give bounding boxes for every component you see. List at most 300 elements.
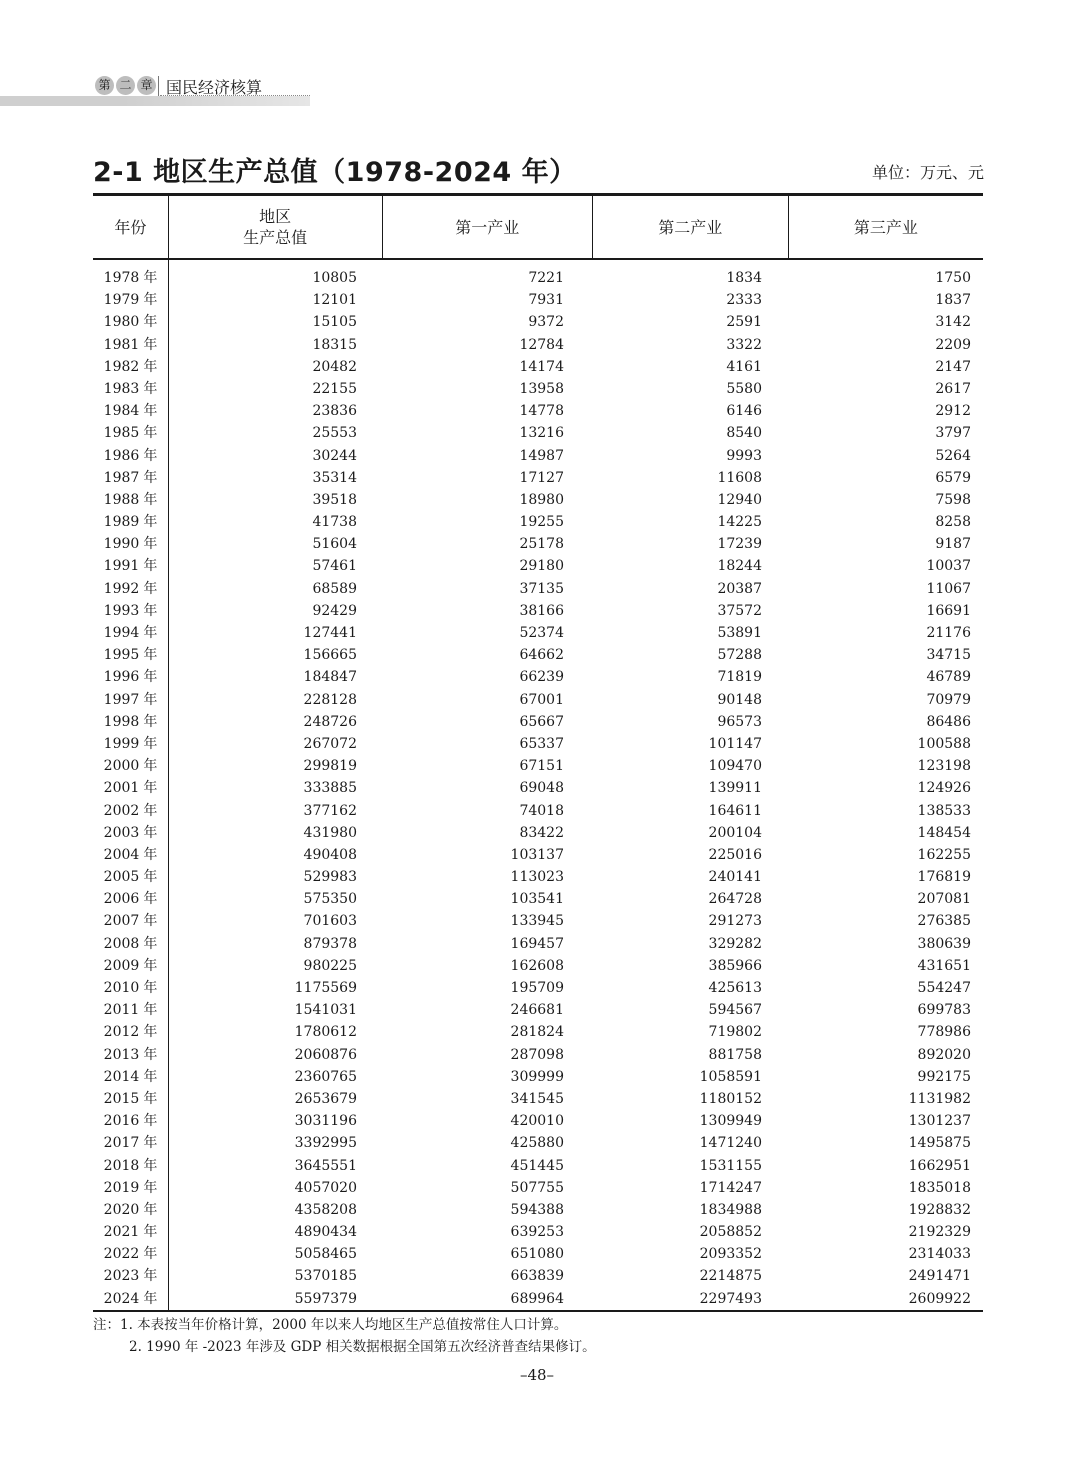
cell-secondary: 1471240	[699, 1135, 762, 1152]
table-row	[93, 866, 983, 888]
table-row	[93, 844, 983, 866]
cell-tertiary: 7598	[935, 491, 971, 508]
cell-year	[93, 334, 168, 356]
chapter-badges	[95, 76, 156, 95]
year-suffix: 年	[143, 802, 158, 819]
table-row	[93, 1155, 983, 1177]
header-gdp-line2: 生产总值	[243, 228, 308, 247]
cell-tertiary: 3142	[935, 314, 971, 331]
cell-gdp: 39518	[312, 491, 357, 508]
table-row	[93, 888, 983, 910]
year-suffix: 年	[143, 1024, 158, 1041]
cell-gdp: 575350	[303, 891, 357, 908]
year-number: 1993	[103, 602, 140, 619]
cell-gdp: 25553	[312, 425, 357, 442]
chapter-badge: 第	[95, 76, 114, 95]
table-row	[93, 1066, 983, 1088]
header-primary: 第一产业	[383, 196, 593, 258]
page-number: –48–	[519, 1366, 555, 1384]
year-number: 1986	[103, 447, 140, 464]
cell-gdp: 2653679	[294, 1090, 357, 1107]
cell-tertiary: 70979	[926, 691, 971, 708]
cell-gdp: 248726	[303, 713, 357, 730]
table-row	[93, 1021, 983, 1043]
cell-secondary: 719802	[708, 1024, 762, 1041]
year-number: 2018	[103, 1157, 140, 1174]
page-title: 2-1 地区生产总值（1978-2024 年）	[93, 157, 577, 188]
year-number: 2009	[103, 957, 140, 974]
cell-year	[93, 555, 168, 577]
cell-primary: 67001	[519, 691, 564, 708]
table-row	[93, 533, 983, 555]
cell-tertiary: 1835018	[908, 1179, 971, 1196]
cell-gdp: 2060876	[294, 1046, 357, 1063]
cell-tertiary: 207081	[917, 891, 971, 908]
cell-gdp: 431980	[303, 824, 357, 841]
year-number: 1995	[103, 647, 140, 664]
cell-tertiary: 5264	[935, 447, 971, 464]
cell-gdp: 92429	[312, 602, 357, 619]
year-suffix: 年	[143, 558, 158, 575]
cell-primary: 594388	[510, 1201, 564, 1218]
year-number: 2007	[103, 913, 140, 930]
cell-secondary: 139911	[708, 780, 762, 797]
footnote-1: 注：1. 本表按当年价格计算，2000 年以来人均地区生产总值按常住人口计算。	[93, 1317, 568, 1333]
cell-primary: 246681	[510, 1002, 564, 1019]
table-row	[93, 800, 983, 822]
gdp-table	[93, 193, 983, 1312]
table-row	[93, 999, 983, 1021]
cell-primary: 169457	[510, 935, 564, 952]
cell-primary: 425880	[510, 1135, 564, 1152]
year-number: 1985	[103, 425, 140, 442]
year-suffix: 年	[143, 780, 158, 797]
year-number: 1979	[103, 292, 140, 309]
cell-primary: 639253	[510, 1224, 564, 1241]
footnotes	[93, 1314, 596, 1358]
cell-primary: 195709	[510, 980, 564, 996]
cell-gdp: 299819	[303, 758, 357, 775]
cell-tertiary: 778986	[917, 1024, 971, 1041]
year-suffix: 年	[143, 1224, 158, 1241]
year-suffix: 年	[143, 669, 158, 686]
cell-gdp: 156665	[303, 647, 357, 664]
table-row	[93, 334, 983, 356]
year-suffix: 年	[143, 1179, 158, 1196]
cell-year	[93, 689, 168, 711]
cell-year	[93, 666, 168, 688]
header-secondary: 第二产业	[593, 196, 789, 258]
cell-tertiary: 2609922	[908, 1290, 971, 1307]
cell-year	[93, 1221, 168, 1243]
cell-tertiary: 2147	[935, 358, 971, 375]
cell-year	[93, 356, 168, 378]
table-body	[93, 260, 983, 1310]
table-row	[93, 1110, 983, 1132]
year-number: 1998	[103, 713, 140, 730]
unit-label: 单位：万元、元	[871, 163, 984, 182]
year-number: 2008	[103, 935, 140, 952]
cell-gdp: 228128	[303, 691, 357, 708]
header-separator	[158, 76, 159, 96]
cell-primary: 37135	[519, 580, 564, 597]
cell-secondary: 96573	[717, 713, 762, 730]
year-suffix: 年	[143, 380, 158, 397]
cell-gdp: 4057020	[294, 1179, 357, 1196]
cell-secondary: 264728	[708, 891, 762, 908]
table-row	[93, 711, 983, 733]
year-suffix: 年	[143, 270, 158, 286]
table-row	[93, 933, 983, 955]
cell-primary: 651080	[510, 1246, 564, 1263]
cell-tertiary: 1928832	[908, 1201, 971, 1218]
year-suffix: 年	[143, 869, 158, 886]
cell-gdp: 23836	[312, 403, 357, 420]
year-number: 2020	[103, 1201, 140, 1218]
cell-primary: 133945	[510, 913, 564, 930]
cell-tertiary: 2314033	[908, 1246, 971, 1263]
cell-secondary: 12940	[717, 491, 762, 508]
year-number: 2013	[103, 1046, 140, 1063]
cell-gdp: 10805	[312, 270, 357, 286]
cell-secondary: 291273	[708, 913, 762, 930]
year-number: 1983	[103, 380, 140, 397]
year-suffix: 年	[143, 358, 158, 375]
cell-tertiary: 148454	[917, 824, 971, 841]
year-number: 1994	[103, 625, 140, 641]
cell-year	[93, 578, 168, 600]
cell-year	[93, 755, 168, 777]
cell-secondary: 11608	[717, 469, 762, 486]
year-suffix: 年	[143, 580, 158, 597]
cell-tertiary: 138533	[917, 802, 971, 819]
cell-tertiary: 21176	[926, 625, 971, 641]
table-row	[93, 666, 983, 688]
year-suffix: 年	[143, 292, 158, 309]
table-row	[93, 422, 983, 444]
cell-gdp: 18315	[312, 336, 357, 353]
year-number: 1997	[103, 691, 140, 708]
cell-primary: 65337	[519, 735, 564, 752]
cell-gdp: 15105	[312, 314, 357, 331]
year-suffix: 年	[143, 647, 158, 664]
cell-gdp: 333885	[303, 780, 357, 797]
cell-secondary: 1834988	[699, 1201, 762, 1218]
header-band	[0, 96, 310, 106]
cell-tertiary: 276385	[917, 913, 971, 930]
cell-tertiary: 992175	[917, 1068, 971, 1085]
year-number: 2000	[103, 758, 140, 775]
table-bottom-rule	[93, 1310, 983, 1312]
year-number: 2001	[103, 780, 140, 797]
cell-primary: 64662	[519, 647, 564, 664]
cell-year	[93, 400, 168, 422]
cell-gdp: 377162	[303, 802, 357, 819]
cell-tertiary: 380639	[917, 935, 971, 952]
cell-tertiary: 2192329	[908, 1224, 971, 1241]
cell-year	[93, 622, 168, 644]
cell-secondary: 6146	[726, 403, 762, 420]
cell-primary: 103541	[510, 891, 564, 908]
cell-gdp: 127441	[303, 625, 357, 641]
cell-secondary: 2297493	[699, 1290, 762, 1307]
cell-gdp: 490408	[303, 846, 357, 863]
year-suffix: 年	[143, 514, 158, 531]
year-number: 2006	[103, 891, 140, 908]
year-number: 2010	[103, 980, 140, 996]
cell-secondary: 37572	[717, 602, 762, 619]
cell-tertiary: 892020	[917, 1046, 971, 1063]
cell-tertiary: 100588	[917, 735, 971, 752]
cell-year	[93, 1199, 168, 1221]
year-number: 1980	[103, 314, 140, 331]
cell-gdp: 5370185	[294, 1268, 357, 1285]
cell-gdp: 267072	[303, 735, 357, 752]
cell-tertiary: 2491471	[908, 1268, 971, 1285]
cell-year	[93, 1088, 168, 1110]
year-suffix: 年	[143, 913, 158, 930]
cell-tertiary: 9187	[935, 536, 971, 553]
year-suffix: 年	[143, 758, 158, 775]
cell-secondary: 2333	[726, 292, 762, 309]
year-number: 1984	[103, 403, 140, 420]
cell-secondary: 425613	[708, 980, 762, 996]
table-row	[93, 733, 983, 755]
cell-year	[93, 600, 168, 622]
cell-primary: 67151	[519, 758, 564, 775]
cell-secondary: 20387	[717, 580, 762, 597]
year-suffix: 年	[143, 469, 158, 486]
year-suffix: 年	[143, 336, 158, 353]
year-number: 2016	[103, 1113, 140, 1130]
cell-primary: 65667	[519, 713, 564, 730]
table-row	[93, 955, 983, 977]
year-column-divider	[168, 260, 169, 1310]
cell-year	[93, 1021, 168, 1043]
cell-year	[93, 1155, 168, 1177]
year-suffix: 年	[143, 425, 158, 442]
cell-gdp: 30244	[312, 447, 357, 464]
year-suffix: 年	[143, 891, 158, 908]
table-row	[93, 289, 983, 311]
table-row	[93, 511, 983, 533]
cell-secondary: 53891	[717, 625, 762, 641]
year-suffix: 年	[143, 935, 158, 952]
cell-tertiary: 1837	[935, 292, 971, 309]
cell-year	[93, 999, 168, 1021]
cell-primary: 162608	[510, 957, 564, 974]
cell-tertiary: 46789	[926, 669, 971, 686]
cell-primary: 17127	[519, 469, 564, 486]
footnote-2: 2. 1990 年 -2023 年涉及 GDP 相关数据根据全国第五次经济普查结果修订。	[129, 1339, 596, 1355]
cell-primary: 663839	[510, 1268, 564, 1285]
year-number: 2002	[103, 802, 140, 819]
table-row	[93, 755, 983, 777]
cell-tertiary: 162255	[917, 846, 971, 863]
cell-primary: 66239	[519, 669, 564, 686]
year-suffix: 年	[143, 447, 158, 464]
cell-year	[93, 955, 168, 977]
table-row	[93, 910, 983, 932]
cell-primary: 69048	[519, 780, 564, 797]
year-number: 1981	[103, 336, 140, 353]
cell-tertiary: 176819	[917, 869, 971, 886]
table-row	[93, 489, 983, 511]
year-suffix: 年	[143, 824, 158, 841]
year-number: 2014	[103, 1068, 140, 1085]
year-suffix: 年	[143, 980, 158, 996]
cell-gdp: 1541031	[294, 1002, 357, 1019]
year-suffix: 年	[143, 1090, 158, 1107]
cell-secondary: 17239	[717, 536, 762, 553]
cell-primary: 14174	[519, 358, 564, 375]
cell-primary: 19255	[519, 514, 564, 531]
table-row	[93, 400, 983, 422]
cell-secondary: 164611	[708, 802, 762, 819]
table-row	[93, 555, 983, 577]
cell-year	[93, 1110, 168, 1132]
year-suffix: 年	[143, 735, 158, 752]
table-row	[93, 777, 983, 799]
cell-gdp: 184847	[303, 669, 357, 686]
cell-secondary: 109470	[708, 758, 762, 775]
cell-tertiary: 86486	[926, 713, 971, 730]
year-number: 2012	[103, 1024, 140, 1041]
cell-secondary: 4161	[726, 358, 762, 375]
cell-year	[93, 311, 168, 333]
cell-gdp: 57461	[312, 558, 357, 575]
year-number: 2017	[103, 1135, 140, 1152]
cell-secondary: 57288	[717, 647, 762, 664]
cell-secondary: 2214875	[699, 1268, 762, 1285]
cell-year	[93, 1288, 168, 1310]
table-row	[93, 689, 983, 711]
cell-gdp: 4890434	[294, 1224, 357, 1241]
cell-primary: 12784	[519, 336, 564, 353]
cell-tertiary: 1131982	[908, 1090, 971, 1107]
cell-year	[93, 489, 168, 511]
cell-gdp: 3645551	[294, 1157, 357, 1174]
cell-primary: 7221	[528, 270, 564, 286]
cell-tertiary: 2209	[935, 336, 971, 353]
cell-primary: 113023	[510, 869, 564, 886]
cell-secondary: 225016	[708, 846, 762, 863]
year-suffix: 年	[143, 602, 158, 619]
cell-year	[93, 866, 168, 888]
table-row	[93, 1288, 983, 1310]
year-suffix: 年	[143, 1135, 158, 1152]
table-row	[93, 977, 983, 999]
cell-gdp: 22155	[312, 380, 357, 397]
cell-gdp: 1780612	[294, 1024, 357, 1041]
table-row	[93, 1199, 983, 1221]
cell-tertiary: 1301237	[908, 1113, 971, 1130]
year-suffix: 年	[143, 1002, 158, 1019]
cell-primary: 13216	[519, 425, 564, 442]
chapter-badge: 二	[116, 76, 135, 95]
table-row	[93, 1044, 983, 1066]
cell-gdp: 701603	[303, 913, 357, 930]
year-number: 2019	[103, 1179, 140, 1196]
table-row	[93, 1088, 983, 1110]
year-number: 2011	[103, 1002, 140, 1019]
cell-primary: 52374	[519, 625, 564, 641]
cell-gdp: 1175569	[294, 980, 357, 996]
year-suffix: 年	[143, 957, 158, 974]
cell-primary: 507755	[510, 1179, 564, 1196]
cell-primary: 38166	[519, 602, 564, 619]
year-suffix: 年	[143, 403, 158, 420]
section-title: 国民经济核算	[166, 78, 263, 97]
cell-primary: 287098	[510, 1046, 564, 1063]
year-number: 1978	[103, 270, 140, 286]
cell-year	[93, 777, 168, 799]
cell-primary: 451445	[510, 1157, 564, 1174]
table-row	[93, 267, 983, 289]
cell-year	[93, 533, 168, 555]
cell-tertiary: 8258	[935, 514, 971, 531]
table-row	[93, 622, 983, 644]
cell-secondary: 90148	[717, 691, 762, 708]
cell-tertiary: 124926	[917, 780, 971, 797]
table-row	[93, 378, 983, 400]
cell-primary: 420010	[510, 1113, 564, 1130]
year-suffix: 年	[143, 1268, 158, 1285]
year-suffix: 年	[143, 1201, 158, 1218]
cell-gdp: 529983	[303, 869, 357, 886]
cell-secondary: 5580	[726, 380, 762, 397]
cell-secondary: 1714247	[699, 1179, 762, 1196]
cell-secondary: 18244	[717, 558, 762, 575]
chapter-badge: 章	[137, 76, 156, 95]
year-suffix: 年	[143, 314, 158, 331]
header-tertiary: 第三产业	[853, 217, 918, 237]
year-number: 1990	[103, 536, 140, 553]
year-number: 1982	[103, 358, 140, 375]
cell-gdp: 4358208	[294, 1201, 357, 1218]
year-number: 1991	[103, 558, 140, 575]
cell-gdp: 51604	[312, 536, 357, 553]
year-number: 2021	[103, 1224, 140, 1241]
cell-primary: 341545	[510, 1090, 564, 1107]
year-suffix: 年	[143, 1068, 158, 1085]
cell-secondary: 1531155	[699, 1157, 762, 1174]
cell-tertiary: 554247	[917, 980, 971, 996]
header-gdp-line1: 地区	[259, 207, 292, 226]
cell-secondary: 3322	[726, 336, 762, 353]
cell-secondary: 9993	[726, 447, 762, 464]
cell-tertiary: 123198	[917, 758, 971, 775]
table-row	[93, 1221, 983, 1243]
cell-secondary: 1309949	[699, 1113, 762, 1130]
cell-year	[93, 933, 168, 955]
table-row	[93, 578, 983, 600]
cell-primary: 7931	[528, 292, 564, 309]
cell-gdp: 35314	[312, 469, 357, 486]
cell-tertiary: 699783	[917, 1002, 971, 1019]
year-suffix: 年	[143, 846, 158, 863]
cell-secondary: 1180152	[699, 1090, 762, 1107]
year-suffix: 年	[143, 1046, 158, 1063]
year-number: 2005	[103, 869, 140, 886]
cell-tertiary: 11067	[926, 580, 971, 597]
cell-gdp: 5058465	[294, 1246, 357, 1263]
table-row	[93, 445, 983, 467]
cell-secondary: 2591	[726, 314, 762, 331]
cell-primary: 18980	[519, 491, 564, 508]
header-dotted-rule	[160, 95, 310, 96]
cell-primary: 309999	[510, 1068, 564, 1085]
